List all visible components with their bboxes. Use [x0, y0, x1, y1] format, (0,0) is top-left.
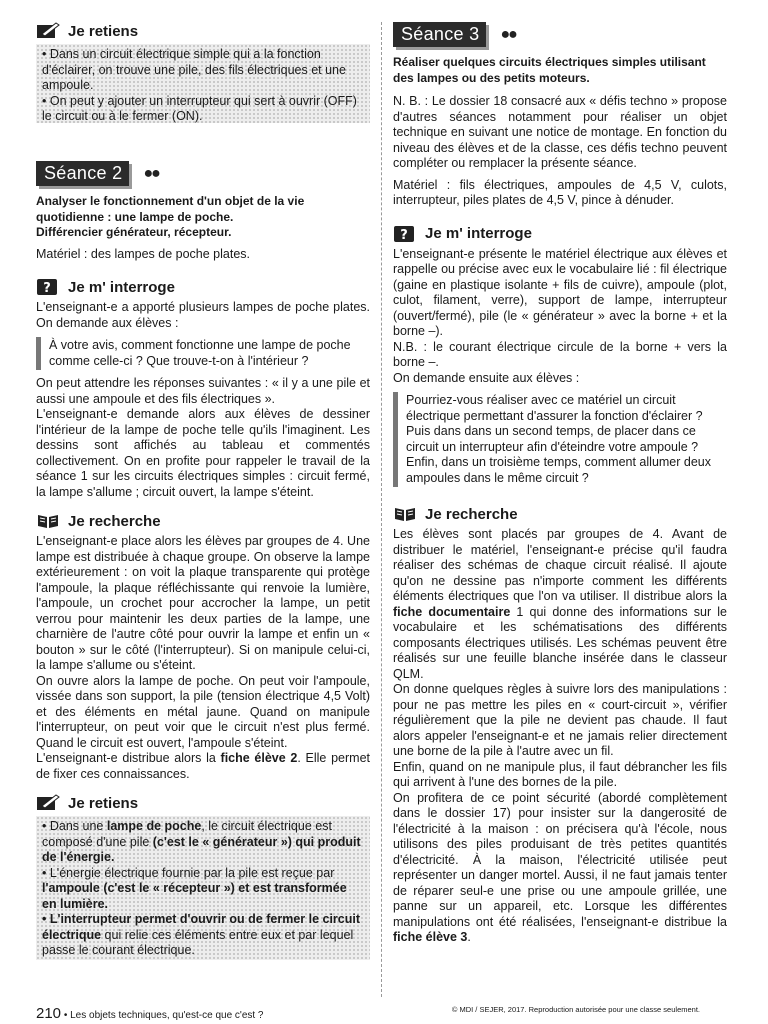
question-icon — [393, 225, 417, 243]
right-column — [393, 22, 727, 946]
recherche-paragraph: On profitera de ce point sécurité (abordé complètement dans le dossier 17) pour insister sur la dangerosité de l'électricité à la maison : on précisera qu'à l'école, nous utilisons des piles produisant de très petites quantités d'électricité. À la maison, l'électricité utilisée peut représenter un danger mortel. Aussi, il ne faut jamais tenter de réparer seul-e une prise ou une ampoule grillée, une panne sur un appareil, etc. Lorsque les différentes manipulations ont été réalisées, l'enseignant-e distribue la fiche élève 3. — [393, 790, 727, 944]
interroge-paragraph: On demande ensuite aux élèves : — [393, 370, 580, 385]
seance-2-header — [36, 161, 159, 186]
seance-2-label: Séance 2 — [36, 161, 129, 186]
page-footer-left — [36, 1005, 264, 1022]
seance-2-objective: Analyser le fonctionnement d'un objet de la vie quotidienne : une lampe de poche. — [36, 194, 305, 224]
seance-3-label: Séance 3 — [393, 22, 486, 47]
retiens-line: • Dans une lampe de poche, le circuit électrique est composé d'une pile (c'est le « générateur ») qui produit de l'énergie. — [42, 819, 361, 864]
seance-2-objective-2: Différencier générateur, récepteur. — [36, 225, 232, 239]
pencil-note-icon — [36, 794, 60, 812]
difficulty-apples-icon: ●● — [500, 25, 516, 43]
svg-text:?: ? — [43, 281, 51, 296]
svg-text:?: ? — [400, 227, 408, 243]
interroge-heading-right: ? Je m' interroge — [393, 225, 727, 243]
retiens-line: • L'interrupteur permet d'ouvrir ou de fermer le circuit électrique qui relie ces éléments entre eux et par lequel passe le courant électrique. — [42, 912, 361, 957]
retiens-line: • On peut y ajouter un interrupteur qui sert à ouvrir (OFF) le circuit ou à le fermer (ON). — [42, 93, 357, 123]
recherche-heading-left: Je recherche — [36, 512, 370, 530]
recherche-paragraph: On ouvre alors la lampe de poche. On peut voir l'ampoule, vissée dans son support, la pile (tension électrique 4,5 Volt) et des éléments en métal jaune. Quand on manipule l'interrupteur, on peut voir que le circuit n'est plus fermé. Quand le circuit est ouvert, l'ampoule s'éteint. — [36, 673, 370, 750]
interroge-intro: L'enseignant-e a apporté plusieurs lampes de poche plates. On demande aux élèves : — [36, 300, 370, 330]
retiens-heading-1: Je retiens — [36, 22, 370, 40]
interroge-nb: N.B. : le courant électrique circule de la borne + vers la borne –. — [393, 339, 727, 369]
recherche-paragraph: Enfin, quand on ne manipule plus, il faut débrancher les fils qui arrivent à l'une des bornes de la pile. — [393, 759, 727, 789]
retiens-box-1 — [36, 44, 370, 123]
seance-2-materiel: Matériel : des lampes de poche plates. — [36, 246, 251, 261]
seance-3-header — [393, 22, 516, 47]
copyright-notice: © MDI / SEJER, 2017. Reproduction autorisée pour une classe seulement. — [451, 1005, 700, 1014]
pencil-note-icon — [36, 22, 60, 40]
retiens-heading-2: Je retiens — [36, 794, 370, 812]
question-icon — [36, 278, 60, 296]
left-column — [36, 22, 370, 960]
book-icon — [36, 512, 60, 530]
interroge-paragraph: L'enseignant-e présente le matériel électrique aux élèves et rappelle ou précise avec eux le vocabulaire lié : fil électrique (gaine en plastique isolante + fils de cuivre), ampoule (plot, culot, filament, verre), support de lampe, interrupteur (ouvert/fermé), pile (le « générateur » avec la borne + et la borne –). — [393, 246, 727, 338]
interroge-heading-left: ? Je m' interroge — [36, 278, 370, 296]
recherche-paragraph: L'enseignant-e distribue alors la fiche élève 2. Elle permet de fixer ces connaissances. — [36, 751, 370, 781]
column-divider — [381, 22, 382, 997]
seance-3-materiel: Matériel : fils électriques, ampoules de 4,5 V, culots, interrupteur, piles plates de 4,5 V, pince à dénuder. — [393, 177, 727, 207]
retiens-line: • Dans un circuit électrique simple qui a la fonction d'éclairer, on trouve une pile, des fils électriques et une ampoule. — [42, 47, 346, 92]
seance-3-nb: N. B. : Le dossier 18 consacré aux « défis techno » propose d'autres séances notamment pour réaliser un objet technique en suivant une notice de montage. En fonction du niveau des élèves et de la classe, ces défis techno peuvent compléter ou remplacer la présente séance. — [393, 94, 727, 170]
chapter-title: Les objets techniques, qu'est-ce que c'est ? — [70, 1010, 264, 1021]
interroge-quote: À votre avis, comment fonctionne une lampe de poche comme celle-ci ? Que trouve-t-on à l'intérieur ? — [36, 337, 370, 370]
book-icon — [393, 505, 417, 523]
retiens-box-2 — [36, 816, 370, 960]
interroge-paragraph: On peut attendre les réponses suivantes : « il y a une pile et aussi une ampoule et des fils électriques ». — [36, 376, 370, 406]
recherche-paragraph: L'enseignant-e place alors les élèves par groupes de 4. Une lampe est distribuée à chaque groupe. On observe la lampe extérieurement : on voit la plaque transparente qui protège l'ampoule, la plaque réfléchissante qui renvoie la lumière, l'ampoule, un crochet pour accrocher la lampe, un petit verrou pour maintenir les deux parties de la lampe, une charnière de l'autre côté pour ouvrir la lampe et enfin un « bouton » sur le côté (l'interrupteur). Si on manipule celui-ci, la lampe s'allume ou s'éteint. — [36, 534, 370, 672]
seance-3-objective: Réaliser quelques circuits électriques simples utilisant des lampes ou des petits moteurs. — [393, 55, 706, 85]
recherche-paragraph: Les élèves sont placés par groupes de 4. Avant de distribuer le matériel, l'enseignant-e précise qu'il faudra réaliser des schémas de chaque circuit réalisé. Il ajoute qu'on ne dessine pas n'importe comment les différents éléments électriques que l'on va utiliser. Il distribue alors la fiche documentaire 1 qui donne des informations sur le vocabulaire et les schématisations des différents composants électriques utilisés. Les schémas peuvent être réalisés sur une feuille blanche insérée dans le classeur QLM. — [393, 527, 727, 681]
recherche-paragraph: On donne quelques règles à suivre lors des manipulations : pour ne pas mettre les piles en « court-circuit », vérifier régulièrement que la pile ne devient pas chaude. Il faut alors appeler l'enseignant-e et ne jamais relier directement une borne de la pile à l'autre avec un fil. — [393, 682, 727, 758]
difficulty-apples-icon: ●● — [143, 164, 159, 182]
recherche-heading-right: Je recherche — [393, 505, 727, 523]
page-number: 210 — [36, 1005, 62, 1022]
footer-bullet: • — [63, 1010, 68, 1021]
retiens-line: • L'énergie électrique fournie par la pile est reçue par l'ampoule (c'est le « récepteur ») et est transformée en lumière. — [42, 865, 347, 911]
interroge-quote: Pourriez-vous réaliser avec ce matériel un circuit électrique permettant d'assurer la fonction d'éclairer ? Puis dans dans un second temps, de placer dans ce circuit un interrupteur afin d'éteindre votre ampoule ? Enfin, dans un troisième temps, comment allumer deux ampoules dans le même circuit ? — [393, 392, 727, 487]
interroge-paragraph: L'enseignant-e demande alors aux élèves de dessiner l'intérieur de la lampe de poche telle qu'ils l'imaginent. Les dessins sont affichés au tableau et commentés collectivement. On en profite pour rappeler le travail de la séance 1 sur les circuits électriques simples : circuit fermé, la lampe s'allume ; circuit ouvert, la lampe s'éteint. — [36, 407, 370, 499]
